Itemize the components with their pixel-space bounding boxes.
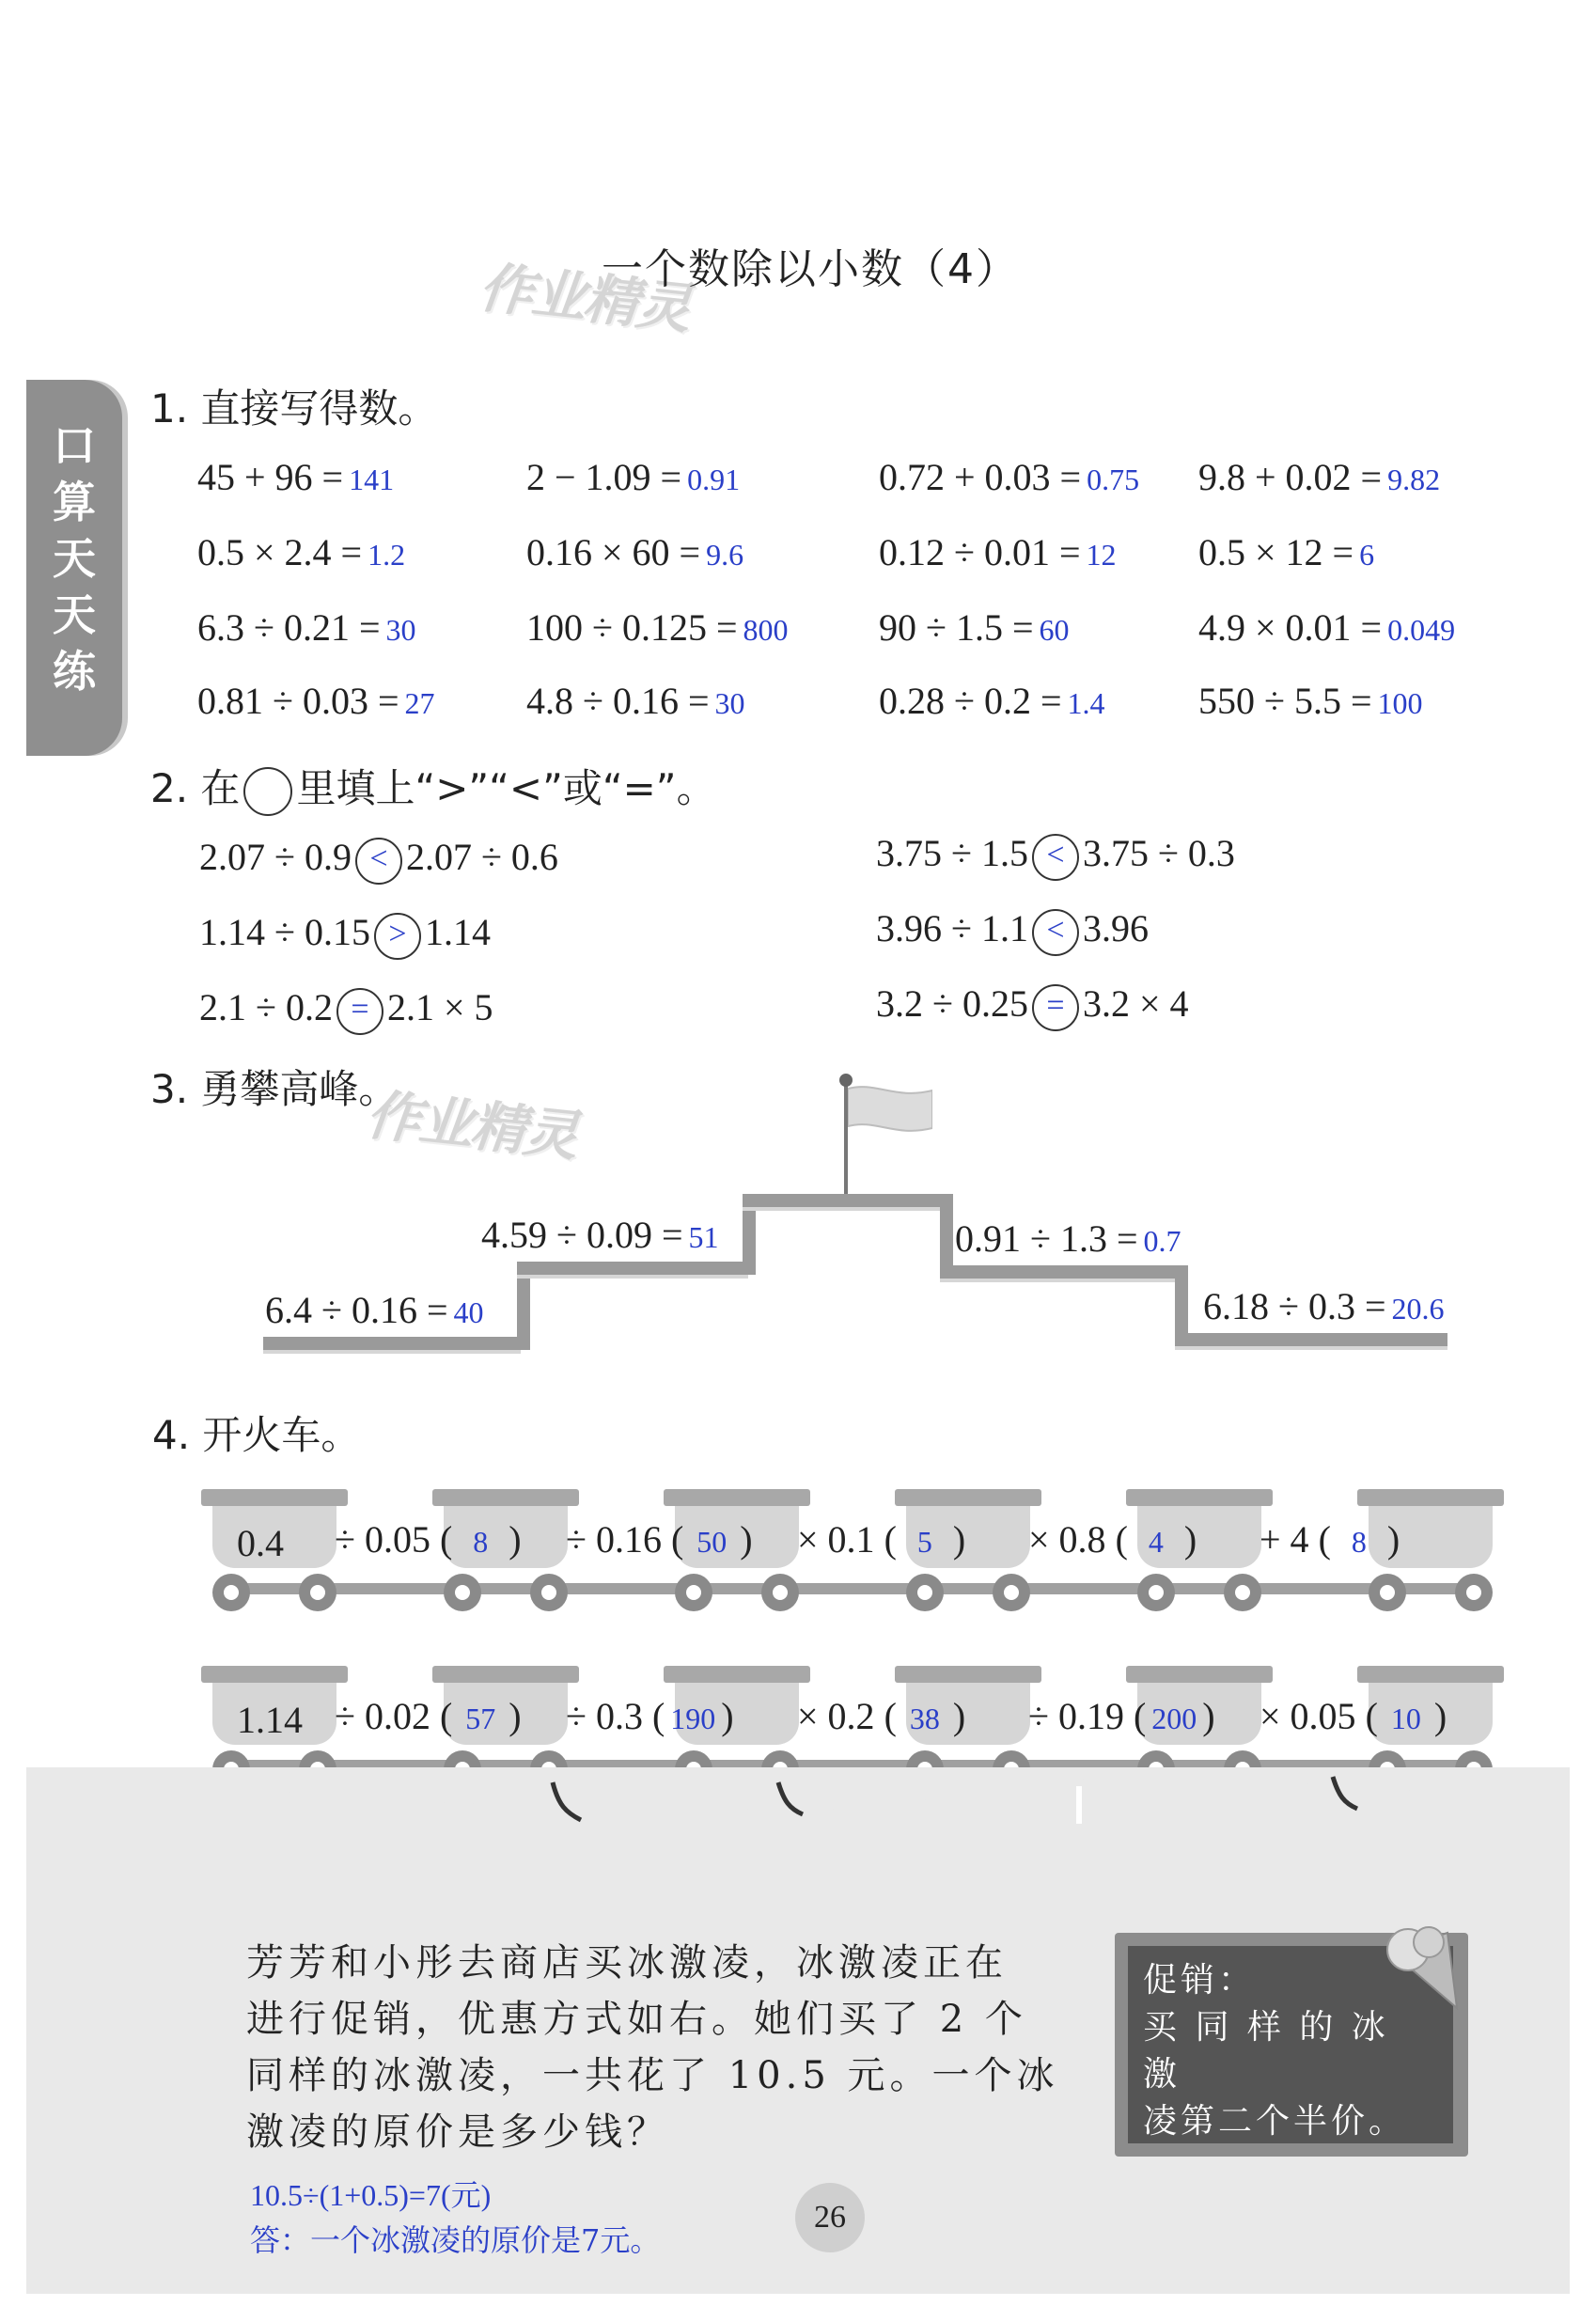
q1-equation (526, 679, 745, 723)
ice-cream-icon (1382, 1923, 1466, 2027)
wheel-icon (530, 1574, 568, 1611)
wheel-icon (444, 1574, 481, 1611)
answer-text: 12 (1086, 538, 1117, 572)
equation-text: 0.28 ÷ 0.2 = (879, 680, 1062, 722)
train-operation: + 4 ( 8 ) (1260, 1518, 1400, 1561)
comparison-right: 1.14 (424, 911, 491, 953)
wheel-icon (1455, 1574, 1493, 1611)
operation-text: ÷ 0.05 (335, 1518, 430, 1561)
wheel-icon (675, 1574, 712, 1611)
stair-top (743, 1194, 942, 1211)
wagon-rim (664, 1666, 810, 1683)
q1-equation (197, 679, 435, 723)
equation-text: 90 ÷ 1.5 = (879, 606, 1034, 649)
equation-text: 6.18 ÷ 0.3 = (1203, 1285, 1386, 1327)
comparison-left: 2.1 ÷ 0.2 (199, 986, 333, 1028)
answer-text: 0.7 (1143, 1224, 1181, 1258)
operation-text: ÷ 0.3 (566, 1695, 643, 1737)
challenge-answer: 答：一个冰激凌的原价是7元。 (250, 2222, 661, 2258)
operation-text: × 0.2 (797, 1695, 875, 1737)
answer-text: 30 (385, 613, 416, 647)
comparison-left: 3.96 ÷ 1.1 (876, 907, 1028, 949)
equation-text: 0.91 ÷ 1.3 = (955, 1217, 1138, 1260)
challenge-problem (246, 1935, 1059, 2160)
operation-text: ÷ 0.02 (335, 1695, 430, 1737)
stair-step-3 (940, 1265, 1181, 1282)
comparison-left: 1.14 ÷ 0.15 (199, 911, 370, 953)
equation-text: 0.16 × 60 = (526, 531, 701, 573)
promo-line: 凌第二个半价。 (1143, 2102, 1407, 2141)
answer-text: 800 (743, 613, 789, 647)
challenge-solution: 10.5÷(1+0.5)=7(元) (250, 2178, 492, 2212)
train-operation: × 0.1 ( 5 ) (797, 1518, 966, 1561)
wheel-icon (906, 1574, 944, 1611)
answer-text: 5 (916, 1525, 932, 1559)
q1-heading: 1. 直接写得数。 (150, 385, 438, 431)
q1-equation (197, 530, 405, 574)
watermark: 作业精灵 (363, 1082, 580, 1169)
stair-riser (940, 1194, 953, 1275)
q2-heading-part: 2. 在 (150, 765, 241, 811)
side-tab-label (26, 417, 122, 699)
equation-text: 4.8 ÷ 0.16 = (526, 680, 710, 722)
q1-equation (1198, 455, 1440, 499)
answer-text: 190 (670, 1702, 716, 1735)
answer-text: 27 (404, 686, 435, 720)
equation-text: 6.3 ÷ 0.21 = (197, 606, 381, 649)
wagon-rim (895, 1666, 1041, 1683)
stair-equation (1203, 1284, 1445, 1328)
operation-text: × 0.1 (797, 1518, 875, 1561)
answer-text: 9.6 (706, 538, 744, 572)
equation-text: 550 ÷ 5.5 = (1198, 680, 1372, 722)
q1-equation (879, 530, 1117, 574)
comparison-sign: = (336, 988, 383, 1035)
equation-text: 4.9 × 0.01 = (1198, 606, 1383, 649)
q3-heading: 3. 勇攀高峰。 (150, 1066, 399, 1112)
wagon-rim (432, 1666, 579, 1683)
answer-text: 6 (1359, 538, 1375, 572)
circle-icon (243, 767, 292, 816)
stair-step-4 (1175, 1333, 1447, 1350)
operation-text: × 0.05 (1260, 1695, 1356, 1737)
equation-text: 6.4 ÷ 0.16 = (265, 1289, 448, 1331)
page-number: 26 (795, 2183, 865, 2252)
q1-equation (526, 530, 743, 574)
wheel-icon (993, 1574, 1030, 1611)
train-operation: ÷ 0.3 ( 190 ) (566, 1695, 734, 1737)
train-rail (226, 1583, 1476, 1594)
promo-line: 促销： (1143, 1961, 1257, 2000)
q1-equation (197, 605, 416, 650)
q2-heading (150, 758, 716, 816)
watermark: 作业精灵 (476, 255, 693, 341)
q2-comparison (199, 985, 493, 1035)
equation-text: 45 + 96 = (197, 456, 344, 498)
answer-text: 4 (1148, 1525, 1164, 1559)
problem-line: 同样的冰激凌，一共花了 10.5 元。一个冰 (246, 2054, 1059, 2097)
train-operation: ÷ 0.02 ( 57 ) (335, 1695, 522, 1737)
answer-text: 60 (1039, 613, 1070, 647)
answer-text: 0.049 (1387, 613, 1456, 647)
q1-equation (1198, 679, 1423, 723)
q1-equation (526, 455, 740, 499)
answer-text: 57 (465, 1702, 496, 1735)
wheel-icon (761, 1574, 799, 1611)
operation-text: ÷ 0.19 (1028, 1695, 1124, 1737)
q2-comparison (199, 835, 558, 885)
q2-heading-part: 里填上“>”“<”或“=”。 (296, 765, 716, 811)
wheel-icon (212, 1574, 250, 1611)
stair-riser (1175, 1265, 1188, 1341)
comparison-sign: < (1032, 909, 1079, 956)
q2-comparison (876, 831, 1235, 881)
stair-equation (265, 1288, 484, 1332)
train-operation: ÷ 0.16 ( 50 ) (566, 1518, 753, 1561)
wagon-rim (201, 1666, 348, 1683)
equation-text: 0.72 + 0.03 = (879, 456, 1082, 498)
train-operation: × 0.8 ( 4 ) (1028, 1518, 1197, 1561)
equation-text: 0.81 ÷ 0.03 = (197, 680, 399, 722)
promo-line: 买 同 样 的 冰 激 (1143, 2008, 1389, 2094)
train-operation: × 0.05 ( 10 ) (1260, 1695, 1447, 1737)
operation-text: × 0.8 (1028, 1518, 1106, 1561)
q1-equation (197, 455, 394, 499)
wagon-rim (1126, 1666, 1273, 1683)
q4-heading: 4. 开火车。 (152, 1412, 361, 1458)
wheel-icon (299, 1574, 336, 1611)
answer-text: 1.4 (1067, 686, 1105, 720)
wagon-rim (201, 1489, 348, 1506)
side-tab-text: 口 算 天 天 练 (53, 420, 96, 697)
answer-text: 9.82 (1387, 463, 1441, 496)
answer-text: 51 (688, 1220, 719, 1254)
train-operation: ÷ 0.19 ( 200 ) (1028, 1695, 1215, 1737)
answer-text: 20.6 (1391, 1292, 1445, 1326)
q1-equation (879, 605, 1070, 650)
answer-text: 141 (349, 463, 395, 496)
wheel-icon (1224, 1574, 1261, 1611)
answer-text: 200 (1151, 1702, 1197, 1735)
comparison-sign: = (1032, 984, 1079, 1031)
q2-comparison (876, 981, 1189, 1031)
comparison-sign: > (374, 913, 421, 960)
answer-text: 8 (473, 1525, 489, 1559)
problem-line: 激凌的原价是多少钱？ (246, 2110, 669, 2154)
stair-step-1 (263, 1337, 521, 1354)
equation-text: 0.12 ÷ 0.01 = (879, 531, 1081, 573)
equation-text: 2 − 1.09 = (526, 456, 682, 498)
problem-line: 芳芳和小彤去商店买冰激凌，冰激凌正在 (246, 1941, 1008, 1985)
wagon-rim (664, 1489, 810, 1506)
q1-equation (879, 679, 1105, 723)
comparison-right: 3.2 × 4 (1082, 982, 1189, 1025)
comparison-left: 3.2 ÷ 0.25 (876, 982, 1028, 1025)
train-operation: ÷ 0.05 ( 8 ) (335, 1518, 522, 1561)
q1-equation (1198, 530, 1374, 574)
stair-step-2 (517, 1262, 748, 1279)
torn-edge-decoration (26, 1749, 1570, 1824)
operation-text: ÷ 0.16 (566, 1518, 662, 1561)
comparison-right: 2.07 ÷ 0.6 (405, 836, 558, 878)
side-tab-mental-math (26, 380, 122, 756)
answer-text: 50 (696, 1525, 728, 1559)
equation-text: 100 ÷ 0.125 = (526, 606, 738, 649)
wagon-rim (432, 1489, 579, 1506)
page-title: 一个数除以小数（4） (602, 245, 1019, 293)
q1-equation (879, 455, 1139, 499)
wheel-icon (1137, 1574, 1175, 1611)
equation-text: 0.5 × 2.4 = (197, 531, 363, 573)
answer-text: 10 (1390, 1702, 1421, 1735)
answer-text: 40 (453, 1295, 484, 1329)
comparison-left: 3.75 ÷ 1.5 (876, 832, 1028, 874)
equation-text: 0.5 × 12 = (1198, 531, 1354, 573)
wheel-icon (1369, 1574, 1406, 1611)
comparison-right: 2.1 × 5 (386, 986, 493, 1028)
comparison-right: 3.75 ÷ 0.3 (1082, 832, 1235, 874)
stair-equation (481, 1213, 719, 1257)
wagon-rim (1357, 1489, 1504, 1506)
q1-equation (1198, 605, 1455, 650)
problem-line: 进行促销，优惠方式如右。她们买了 2 个 (246, 1998, 1027, 2041)
equation-text: 9.8 + 0.02 = (1198, 456, 1383, 498)
flag-icon (848, 1085, 932, 1137)
answer-text: 38 (909, 1702, 940, 1735)
stair-equation (955, 1216, 1181, 1261)
wagon-rim (895, 1489, 1041, 1506)
answer-text: 1.2 (368, 538, 406, 572)
answer-text: 100 (1377, 686, 1423, 720)
train-operation: × 0.2 ( 38 ) (797, 1695, 966, 1737)
answer-text: 8 (1351, 1525, 1367, 1559)
answer-text: 0.75 (1087, 463, 1140, 496)
q1-equation (526, 605, 789, 650)
train-start-value: 1.14 (237, 1699, 303, 1741)
comparison-right: 3.96 (1082, 907, 1149, 949)
answer-text: 30 (714, 686, 745, 720)
comparison-left: 2.07 ÷ 0.9 (199, 836, 352, 878)
wagon-rim (1126, 1489, 1273, 1506)
operation-text: + 4 (1260, 1518, 1309, 1561)
equation-text: 4.59 ÷ 0.09 = (481, 1214, 683, 1256)
q2-comparison (199, 910, 491, 960)
train-start-value: 0.4 (237, 1522, 284, 1564)
q2-comparison (876, 906, 1149, 956)
wagon-rim (1357, 1666, 1504, 1683)
comparison-sign: < (1032, 834, 1079, 881)
answer-text: 0.91 (687, 463, 741, 496)
comparison-sign: < (355, 838, 402, 885)
